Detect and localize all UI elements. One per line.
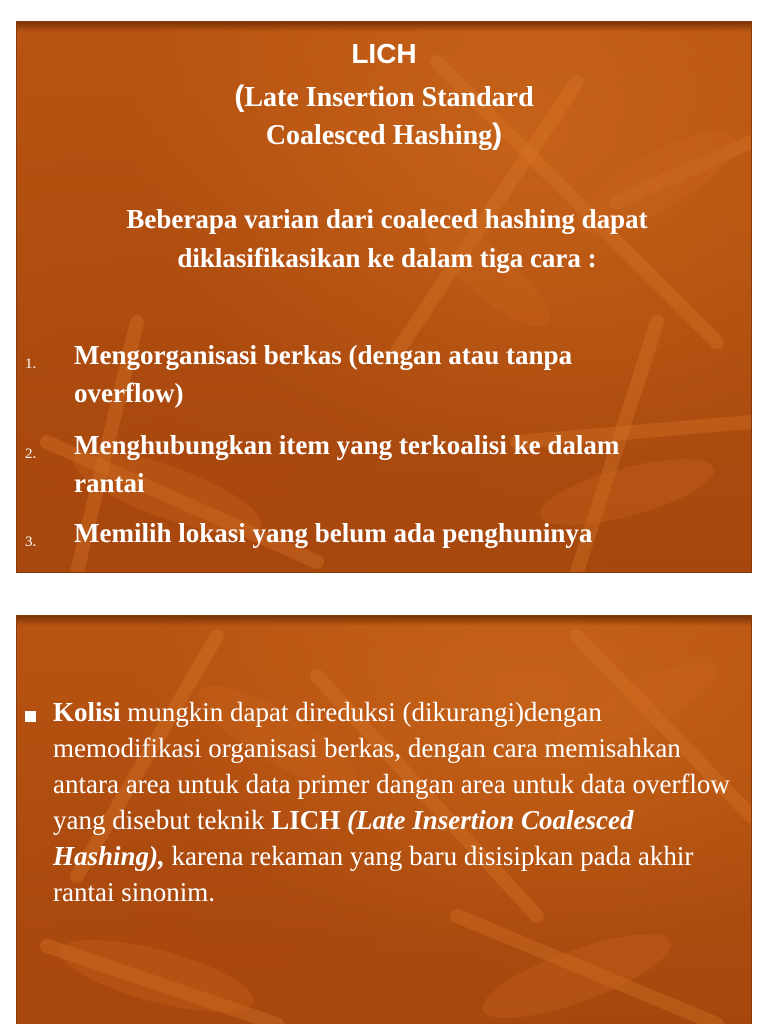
- term-lich: LICH: [271, 805, 341, 835]
- term-kolisi: Kolisi: [53, 697, 121, 727]
- list-item-line-1: Menghubungkan item yang terkoalisi ke dalam: [74, 430, 620, 460]
- slide-2: [17, 616, 751, 1024]
- kolisi-paragraph: [53, 694, 743, 910]
- term-lich-expansion: (Late Insertion Coalesced Hashing),: [53, 805, 634, 871]
- close-paren: ): [492, 118, 503, 151]
- slide-title: LICH: [351, 38, 417, 69]
- list-number: 2.: [25, 446, 37, 462]
- slide-1: [17, 22, 751, 572]
- list-item-line-2: rantai: [74, 468, 145, 498]
- open-paren: (: [234, 80, 245, 113]
- list-item-line-1: Mengorganisasi berkas (dengan atau tanpa: [74, 340, 573, 370]
- intro-line-2: diklasifikasikan ke dalam tiga cara :: [177, 243, 597, 273]
- slide-subtitle-line-1: [17, 80, 751, 114]
- list-item-line-1: Memilih lokasi yang belum ada penghuninya: [74, 518, 593, 548]
- subtitle-text-2: Coalesced Hashing: [265, 120, 493, 151]
- paragraph-text-2: karena rekaman yang baru disisipkan pada akhir rantai sinonim.: [53, 841, 694, 907]
- square-bullet-icon: [25, 711, 36, 722]
- list-number: 3.: [25, 534, 37, 550]
- intro-paragraph: [67, 200, 707, 278]
- paragraph-text-1: mungkin dapat direduksi (dikurangi)dengan memodifikasi organisasi berkas, dengan cara memisahkan antara area untuk data primer dangan area untuk data overflow yang disebut teknik: [53, 697, 730, 835]
- subtitle-text-1: Late Insertion Standard: [244, 82, 534, 113]
- list-item-line-2: overflow): [74, 378, 184, 408]
- slide-subtitle-line-2: [17, 118, 751, 152]
- intro-line-1: Beberapa varian dari coaleced hashing dapat: [126, 204, 648, 234]
- list-number: 1.: [25, 356, 37, 372]
